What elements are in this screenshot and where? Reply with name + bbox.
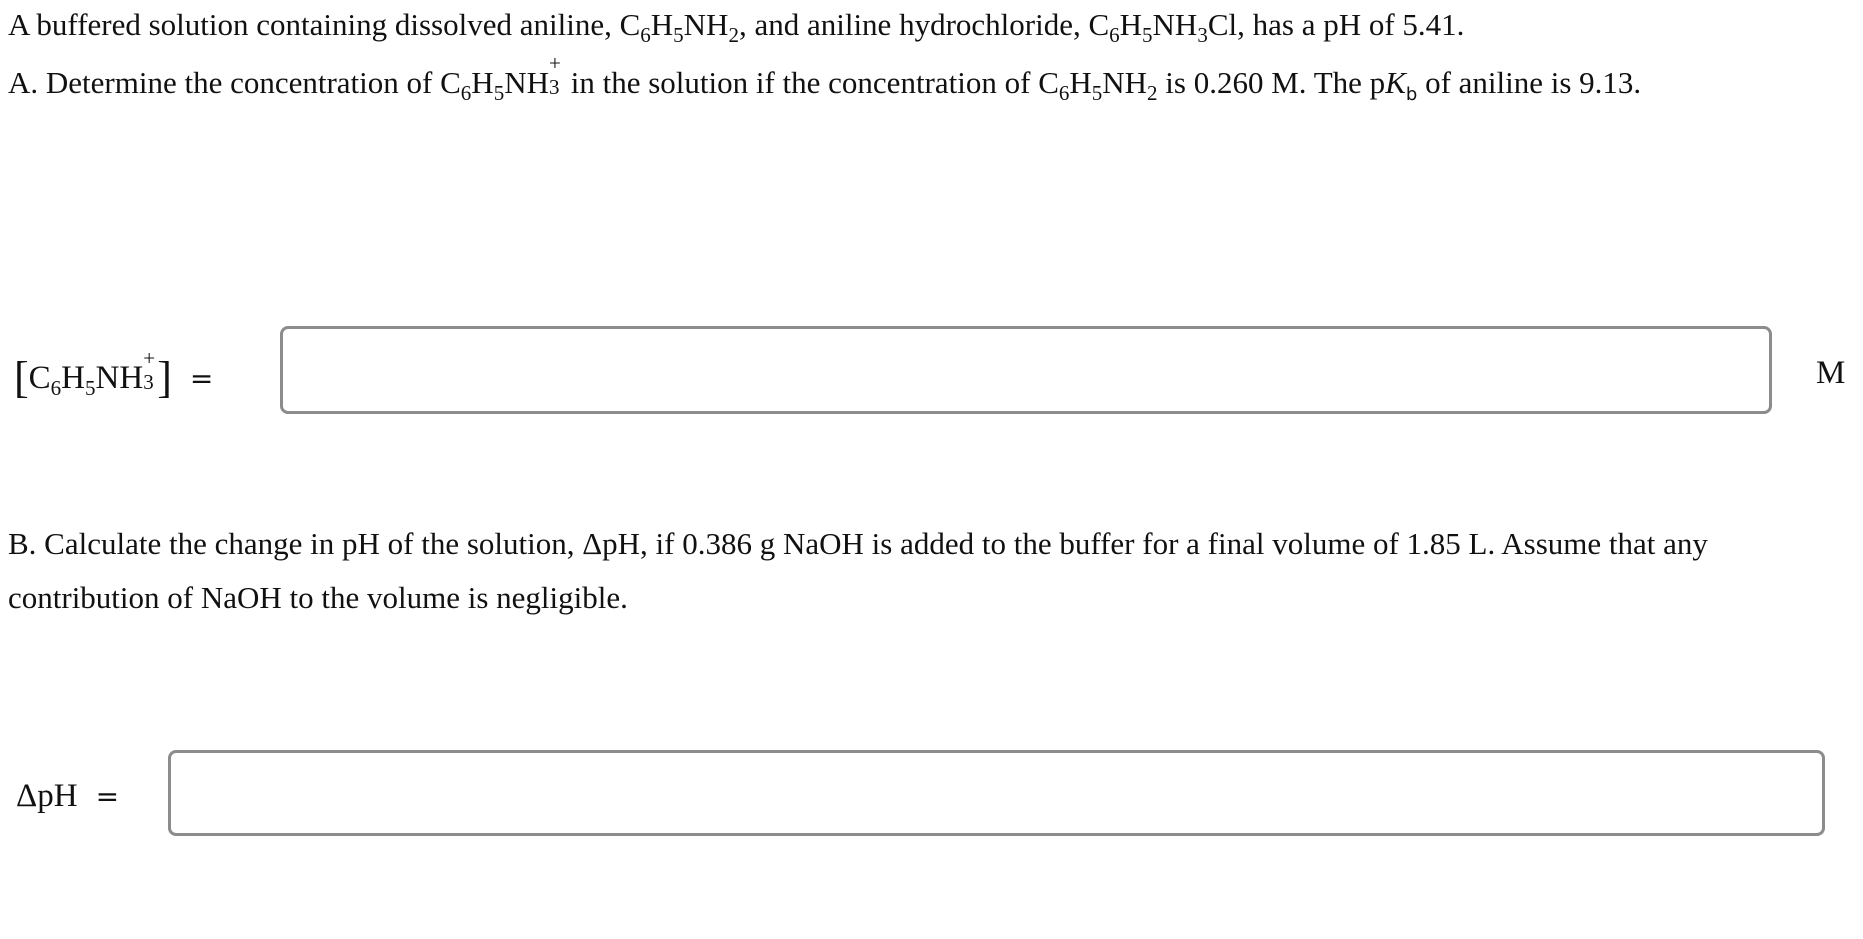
delta-ph-label: ΔpH =	[16, 778, 120, 814]
part-a-question: A. Determine the concentration of $C_6H_5NH$ + 3 in the solution if the concentration of $C_6H_5NH_2$ is 0.260 M. The $pK_b$ of aniline is 9.13.	[8, 51, 1642, 105]
anilinium-ion-formula: $C_6H_5NH$ + 3	[440, 51, 561, 105]
aniline-formula: $C_6H_5NH_2$	[619, 7, 739, 47]
pkb-b: b	[1405, 84, 1418, 105]
molar-unit-label: M	[1816, 355, 1846, 391]
intro-text: A buffered solution containing dissolved aniline, $C_6H_5NH_2$, and aniline hydrochloride, $C_6H_5NH_3Cl$, has a pH of 5.41.	[8, 7, 1465, 47]
equals-sign-b: =	[95, 780, 120, 813]
anilinium-concentration-label: [$C_6H_5NH$ + 3 ] =	[14, 346, 214, 402]
aniline-hydrochloride-formula: $C_6H_5NH_3Cl$	[1088, 7, 1238, 47]
delta-ph-input[interactable]	[168, 750, 1825, 836]
equals-sign-a: =	[189, 362, 214, 395]
part-b-question: B. Calculate the change in pH of the solution, ΔpH, if 0.386 g NaOH is added to the buffer for a final volume of 1.85 L. Assume that any contribution of NaOH to the volume is negligible.	[8, 526, 1708, 615]
open-bracket: [	[14, 353, 29, 402]
pkb-k: K	[1385, 65, 1406, 100]
aniline-formula-a: $C_6H_5NH_2$	[1038, 65, 1158, 105]
anilinium-concentration-input[interactable]	[280, 326, 1772, 414]
close-bracket: ]	[157, 353, 172, 402]
